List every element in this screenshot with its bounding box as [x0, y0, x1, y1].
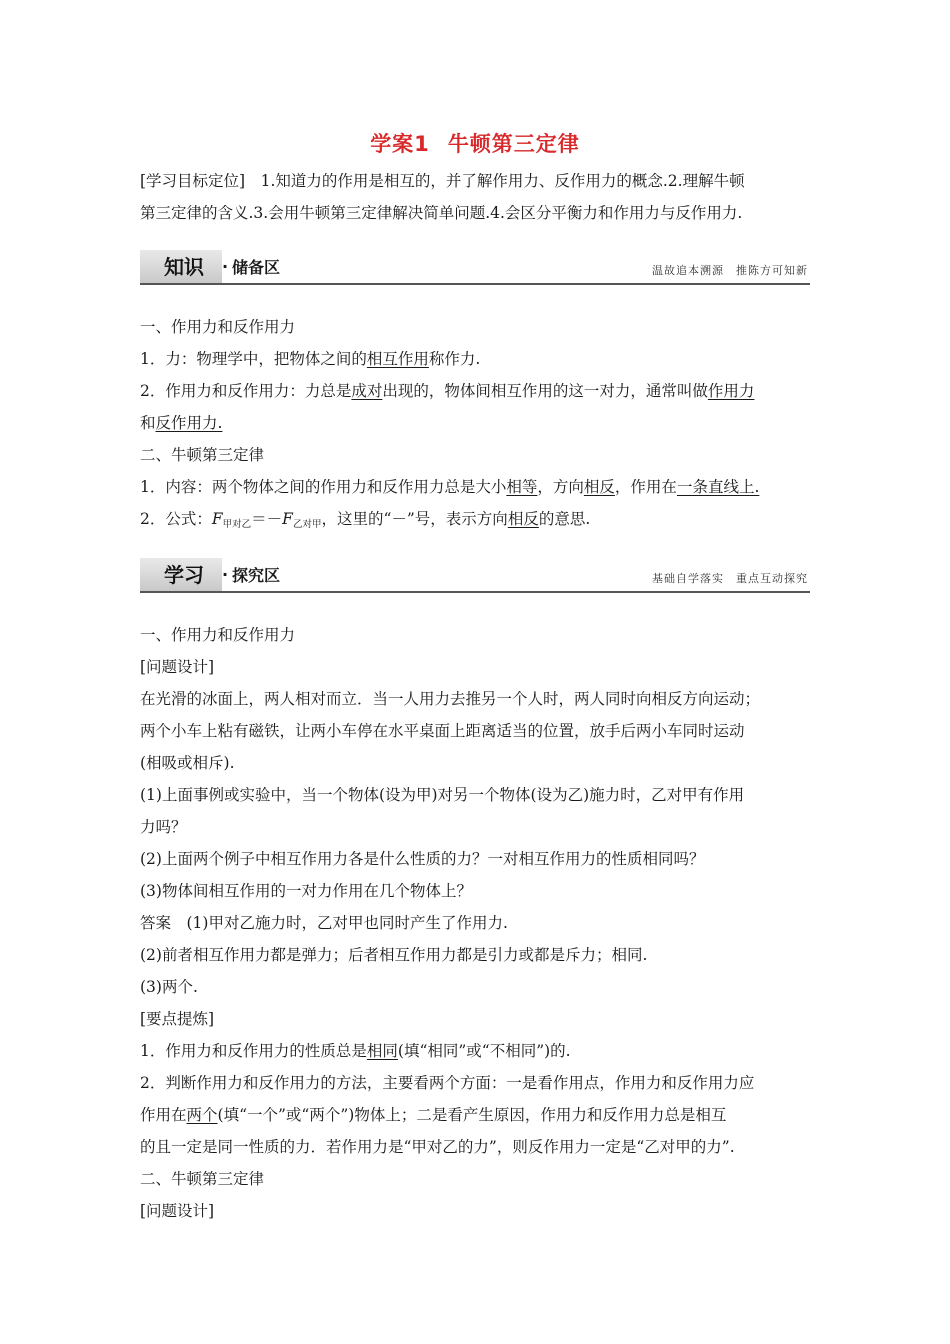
heading: 一、作用力和反作用力	[140, 626, 296, 644]
answer-blank: 相反	[583, 478, 615, 496]
knowledge-section	[140, 311, 812, 535]
question: (3)物体间相互作用的一对力作用在几个物体上？	[140, 882, 472, 900]
objectives-line: 第三定律的含义.3.会用牛顿第三定律解决简单问题.4.会区分平衡力和作用力与反作用力.	[140, 204, 743, 222]
formula-symbol: F	[211, 510, 223, 528]
paragraph: 1．力：物理学中，把物体之间的相互作用称作力.	[140, 350, 481, 368]
heading: 二、牛顿第三定律	[140, 1170, 265, 1188]
heading: 一、作用力和反作用力	[140, 318, 296, 336]
section-header-knowledge	[140, 250, 810, 286]
formula-symbol: F	[282, 510, 293, 528]
paragraph: 1．内容：两个物体之间的作用力和反作用力总是大小相等，方向相反，作用在一条直线上.	[140, 478, 760, 496]
title-lesson-number: 学案1	[370, 132, 430, 156]
section-divider	[140, 283, 810, 285]
paragraph: 作用在两个(填“一个”或“两个”)物体上；二是看产生原因，作用力和反作用力总是相互	[140, 1106, 727, 1124]
learning-objectives	[140, 165, 812, 229]
answer-blank: 相同	[366, 1042, 398, 1060]
question: 力吗？	[140, 818, 187, 836]
question: (2)上面两个例子中相互作用力各是什么性质的力？一对相互作用力的性质相同吗？	[140, 850, 705, 868]
paragraph: 2．作用力和反作用力：力总是成对出现的，物体间相互作用的这一对力，通常叫做作用力	[140, 382, 755, 400]
paragraph: 的且一定是同一性质的力．若作用力是“甲对乙的力”，则反作用力一定是“乙对甲的力”.	[140, 1138, 735, 1156]
answer-blank: 相反	[507, 510, 539, 528]
answer-blank: 反作用力.	[155, 414, 223, 432]
section-subtitle: 探究区	[232, 566, 281, 585]
paragraph: 两个小车上粘有磁铁，让两小车停在水平桌面上距离适当的位置，放手后两小车同时运动	[140, 722, 745, 740]
section-title: 知识	[164, 255, 204, 279]
section-divider	[140, 591, 810, 593]
answer-blank: 相互作用	[366, 350, 429, 368]
formula-line: 2．公式：$F_{甲对乙}=-F_{乙对甲}$，这里的“－”号，表示方向相反的意思.	[140, 510, 591, 530]
answer-blank: 成对	[351, 382, 383, 400]
answer: 答案 (1)甲对乙施力时，乙对甲也同时产生了作用力.	[140, 914, 508, 932]
title-topic: 牛顿第三定律	[447, 132, 580, 156]
section-dot: ·	[222, 257, 229, 276]
study-section	[140, 619, 812, 1227]
page-title	[0, 128, 950, 158]
paragraph: 2．判断作用力和反作用力的方法，主要看两个方面：一是看作用点，作用力和反作用力应	[140, 1074, 755, 1092]
section-motto: 基础自学落实 重点互动探究	[652, 572, 808, 585]
paragraph: 1．作用力和反作用力的性质总是相同(填“相同”或“不相同”)的.	[140, 1042, 571, 1060]
section-motto: 温故追本溯源 推陈方可知新	[652, 264, 808, 277]
label: [要点提炼]	[140, 1010, 215, 1028]
question: (1)上面事例或实验中，当一个物体(设为甲)对另一个物体(设为乙)施力时，乙对甲有作用	[140, 786, 745, 804]
section-subtitle: 储备区	[232, 258, 281, 277]
formula-subscript: 甲对乙	[222, 519, 252, 530]
objectives-line: [学习目标定位] 1.知道力的作用是相互的，并了解作用力、反作用力的概念.2.理解牛顿	[140, 172, 745, 190]
answer: (3)两个.	[140, 978, 198, 996]
label: [问题设计]	[140, 658, 215, 676]
heading: 二、牛顿第三定律	[140, 446, 265, 464]
section-title: 学习	[164, 563, 204, 587]
formula-subscript: 乙对甲	[292, 519, 322, 530]
answer-blank: 两个	[186, 1106, 218, 1124]
answer-blank: 一条直线上.	[676, 478, 760, 496]
answer-blank: 作用力	[707, 382, 755, 400]
paragraph: (相吸或相斥).	[140, 754, 235, 772]
paragraph: 在光滑的冰面上，两人相对而立．当一人用力去推另一个人时，两人同时向相反方向运动；	[140, 690, 761, 708]
paragraph: 和反作用力.	[140, 414, 223, 432]
section-header-study	[140, 558, 810, 594]
answer-blank: 相等	[506, 478, 538, 496]
answer: (2)前者相互作用力都是弹力；后者相互作用力都是引力或都是斥力；相同.	[140, 946, 648, 964]
section-dot: ·	[222, 565, 229, 584]
label: [问题设计]	[140, 1202, 215, 1220]
